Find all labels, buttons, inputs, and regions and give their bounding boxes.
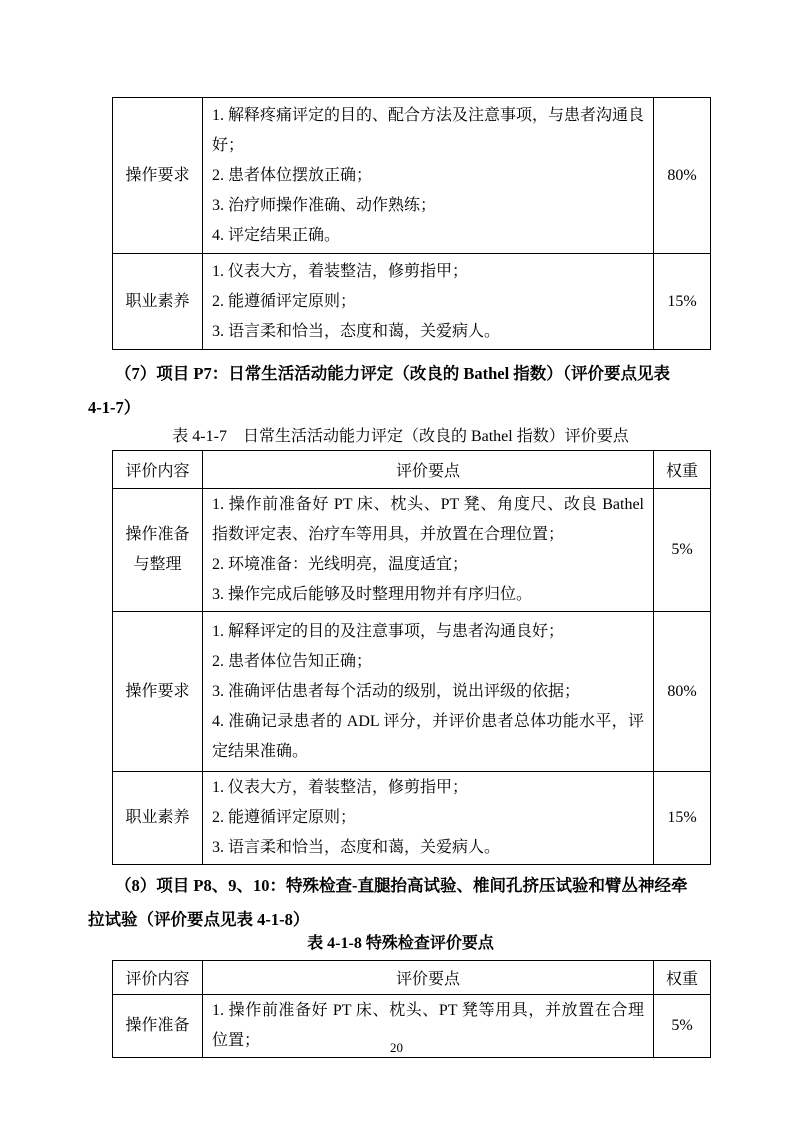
category-cell (113, 98, 203, 254)
table-partial-continued (112, 97, 711, 350)
category-label: 与整理 (133, 556, 182, 573)
point-line: 2. 患者体位告知正确； (212, 652, 373, 670)
point-line: 4. 准确记录患者的 ADL 评分，并评价患者总体功能水平，评定结果准确。 (212, 712, 644, 760)
section8-heading (88, 869, 713, 937)
category-label: 职业素养 (125, 292, 190, 310)
table-row (113, 772, 711, 865)
category-label: 操作准备 (125, 1017, 190, 1034)
points-cell (203, 612, 654, 772)
heading-line: 拉试验（评价要点见表 4-1-8） (88, 910, 310, 929)
point-line: 3. 语言柔和恰当，态度和蔼，关爱病人。 (212, 839, 501, 856)
table-row (113, 489, 711, 612)
category-cell (113, 612, 203, 772)
table-4-1-7 (112, 450, 711, 865)
point-line: 2. 患者体位摆放正确； (212, 166, 373, 184)
point-line: 1. 操作前准备好 PT 床、枕头、PT 凳、角度尺、改良 Bathel 指数评定表、治疗车等用具，并放置在合理位置； (212, 496, 644, 543)
header-cell-category: 评价内容 (113, 961, 203, 995)
header-cell-points: 评价要点 (203, 961, 654, 995)
point-line: 3. 操作完成后能够及时整理用物并有序归位。 (212, 586, 533, 603)
points-cell (203, 772, 654, 865)
category-label: 操作要求 (125, 682, 190, 700)
heading-line: （8）项目 P8、9、10：特殊检查-直腿抬高试验、椎间孔挤压试验和臂丛神经牵 (115, 876, 688, 895)
category-cell (113, 772, 203, 865)
category-label: 职业素养 (125, 809, 190, 826)
table-header-row (113, 451, 711, 489)
weight-cell: 80% (654, 98, 711, 254)
header-cell-points: 评价要点 (203, 451, 654, 489)
point-line: 1. 解释评定的目的及注意事项，与患者沟通良好； (212, 622, 565, 640)
category-cell (113, 254, 203, 350)
points-cell (203, 254, 654, 350)
point-line: 3. 语言柔和恰当，态度和蔼，关爱病人。 (212, 322, 501, 340)
weight-cell: 80% (654, 612, 711, 772)
category-label: 操作要求 (125, 166, 190, 184)
point-line: 3. 准确评估患者每个活动的级别，说出评级的依据； (212, 682, 581, 700)
category-cell (113, 489, 203, 612)
points-cell (203, 98, 654, 254)
points-cell (203, 489, 654, 612)
point-line: 2. 环境准备：光线明亮，温度适宜； (212, 556, 469, 573)
point-line: 2. 能遵循评定原则； (212, 292, 357, 310)
table-row (113, 98, 711, 254)
heading-line: （7）项目 P7：日常生活活动能力评定（改良的 Bathel 指数）（评价要点见表 (115, 364, 671, 383)
point-line: 1. 操作前准备好 PT 床、枕头、PT 凳等用具，并放置在合理位置； (212, 1002, 644, 1049)
point-line: 2. 能遵循评定原则； (212, 809, 357, 826)
point-line: 1. 解释疼痛评定的目的、配合方法及注意事项，与患者沟通良好； (212, 106, 645, 154)
heading-line: 4-1-7） (88, 398, 141, 417)
table-4-1-8-caption: 表 4-1-8 特殊检查评价要点 (307, 935, 494, 952)
point-line: 1. 仪表大方，着装整洁，修剪指甲； (212, 779, 469, 796)
point-line: 3. 治疗师操作准确、动作熟练； (212, 196, 437, 214)
point-line: 1. 仪表大方，着装整洁，修剪指甲； (212, 262, 469, 280)
weight-cell: 15% (654, 772, 711, 865)
point-line: 4. 评定结果正确。 (212, 226, 341, 244)
header-cell-category: 评价内容 (113, 451, 203, 489)
header-cell-weight: 权重 (654, 961, 711, 995)
weight-cell: 15% (654, 254, 711, 350)
weight-cell: 5% (654, 489, 711, 612)
page-number: 20 (390, 1040, 403, 1055)
category-label: 操作准备 (125, 526, 190, 543)
section7-heading (88, 357, 713, 425)
table-4-1-7-caption: 表 4-1-7 日常生活活动能力评定（改良的 Bathel 指数）评价要点 (172, 428, 629, 445)
table-row (113, 254, 711, 350)
weight-cell: 5% (654, 995, 711, 1058)
table-row (113, 612, 711, 772)
header-cell-weight: 权重 (654, 451, 711, 489)
table-header-row (113, 961, 711, 995)
